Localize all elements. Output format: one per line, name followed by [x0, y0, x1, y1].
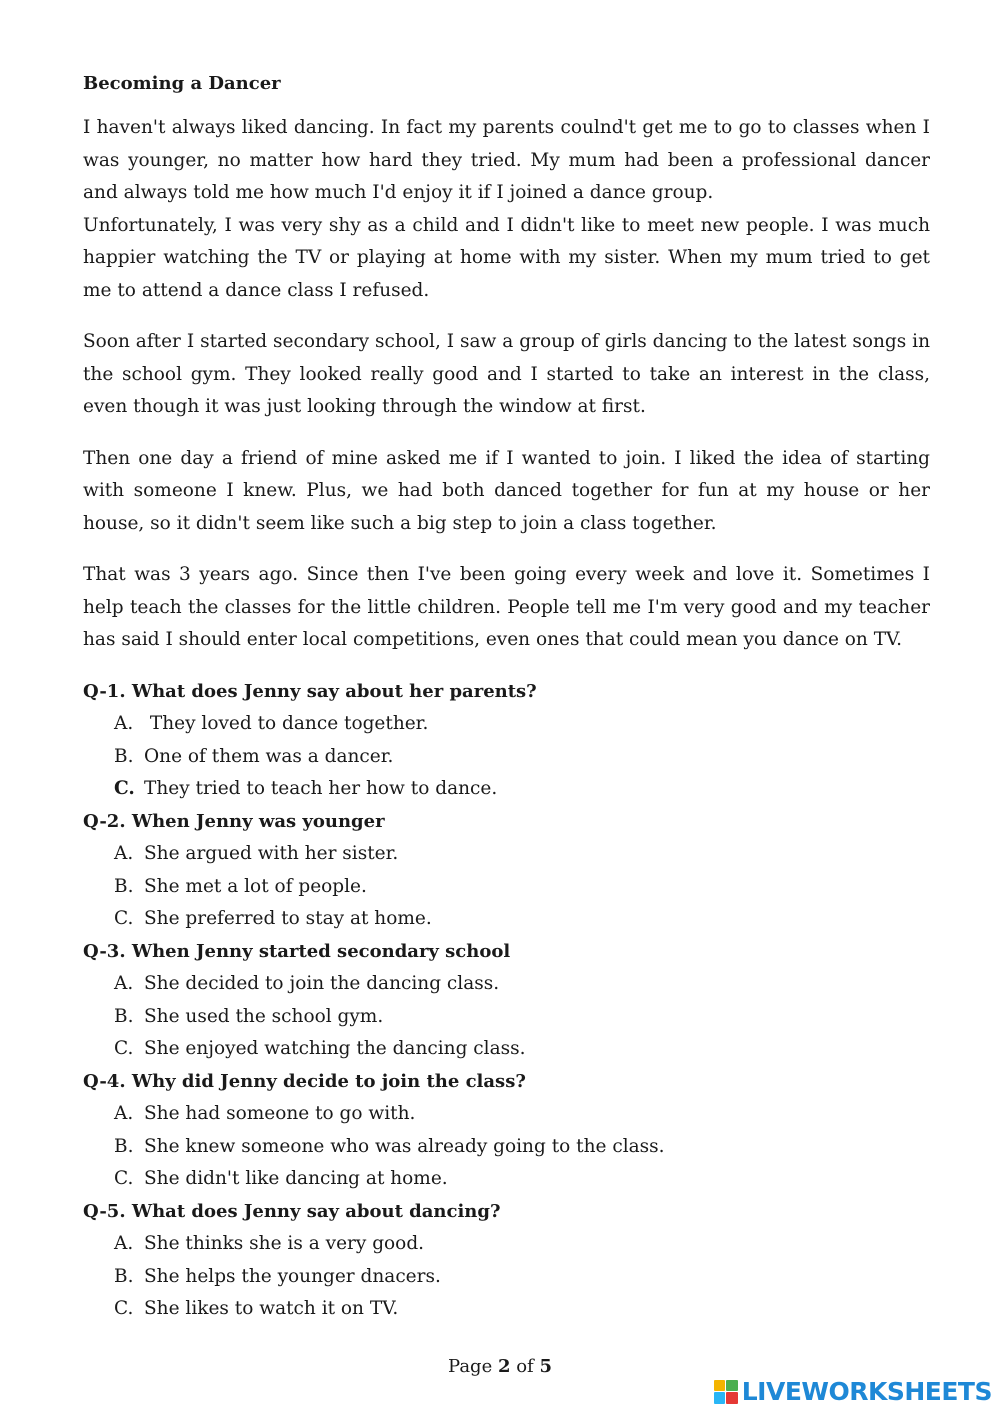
paragraph-1: I haven't always liked dancing. In fact my parents coulnd't get me to go to classes when I was younger, no matter how hard they tried. My mum had been a professional dancer and always told me how much I'd enjoy it if I joined a dance group.	[83, 117, 930, 203]
option-letter: A.	[114, 843, 134, 864]
option-text: She met a lot of people.	[144, 875, 367, 897]
option-text: They loved to dance together.	[144, 713, 429, 734]
brand-name: LIVEWORKSHEETS	[741, 1377, 992, 1406]
option-text: She didn't like dancing at home.	[144, 1168, 448, 1189]
option-text: One of them was a dancer.	[144, 745, 394, 767]
question-1-options	[83, 708, 930, 806]
option-letter: A.	[114, 1103, 134, 1124]
question-3: Q-3. When Jenny started secondary school	[83, 940, 511, 962]
option-text: She thinks she is a very good.	[144, 1233, 425, 1254]
option-letter: C.	[114, 1168, 134, 1189]
option-1c[interactable]	[114, 773, 930, 806]
liveworksheets-logo-icon	[714, 1380, 738, 1404]
option-letter: C.	[114, 908, 134, 929]
option-5a[interactable]	[114, 1228, 930, 1261]
question-2-options	[83, 838, 930, 936]
page-prefix: Page	[448, 1356, 498, 1377]
page-of: of	[510, 1356, 540, 1377]
option-letter: B.	[114, 875, 134, 897]
liveworksheets-brand[interactable]	[714, 1377, 992, 1406]
paragraph-5: That was 3 years ago. Since then I've been going every week and love it. Sometimes I help teach the classes for the little children. People tell me I'm very good and my teacher has said I should enter local competitions, even ones that could mean you dance on TV.	[83, 564, 930, 650]
option-3c[interactable]	[114, 1033, 930, 1066]
option-letter: B.	[114, 1265, 134, 1287]
question-3-options	[83, 968, 930, 1066]
option-text: They tried to teach her how to dance.	[144, 778, 498, 799]
option-text: She knew someone who was already going to the class.	[144, 1135, 665, 1157]
paragraph-3: Soon after I started secondary school, I saw a group of girls dancing to the latest songs in the school gym. They looked really good and I started to take an interest in the class, even though it was just looking through the window at first.	[83, 331, 930, 417]
option-letter: A.	[114, 713, 134, 734]
option-text: She preferred to stay at home.	[144, 908, 432, 929]
option-2a[interactable]	[114, 838, 930, 871]
question-4: Q-4. Why did Jenny decide to join the class?	[83, 1070, 526, 1092]
option-letter: B.	[114, 1135, 134, 1157]
option-letter: B.	[114, 1005, 134, 1027]
page-title: Becoming a Dancer	[83, 73, 281, 94]
question-1: Q-1. What does Jenny say about her parents?	[83, 680, 537, 702]
option-4c[interactable]	[114, 1163, 930, 1196]
option-5c[interactable]	[114, 1293, 930, 1326]
option-letter: C.	[114, 1038, 134, 1059]
option-text: She enjoyed watching the dancing class.	[144, 1038, 526, 1059]
option-text: She helps the younger dnacers.	[144, 1265, 441, 1287]
option-3a[interactable]	[114, 968, 930, 1001]
question-5: Q-5. What does Jenny say about dancing?	[83, 1200, 501, 1222]
option-1b[interactable]	[114, 741, 930, 774]
option-text: She likes to watch it on TV.	[144, 1298, 399, 1319]
logo-square	[714, 1392, 726, 1404]
option-text: She had someone to go with.	[144, 1103, 416, 1124]
paragraph-4: Then one day a friend of mine asked me if I wanted to join. I liked the idea of starting with someone I knew. Plus, we had both danced together for fun at my house or her house, so it didn't seem like such a big step to join a class together.	[83, 447, 930, 534]
question-4-options	[83, 1098, 930, 1196]
option-3b[interactable]	[114, 1001, 930, 1034]
option-text: She decided to join the dancing class.	[144, 973, 500, 994]
paragraph-2: Unfortunately, I was very shy as a child and I didn't like to meet new people. I was much happier watching the TV or playing at home with my sister. When my mum tried to get me to attend a dance class I refused.	[83, 214, 930, 301]
option-letter: B.	[114, 745, 134, 767]
option-1a[interactable]	[114, 708, 930, 741]
option-text: She argued with her sister.	[144, 843, 399, 864]
page-current: 2	[497, 1356, 511, 1377]
logo-square	[714, 1380, 726, 1392]
option-letter: A.	[114, 973, 134, 994]
logo-square	[726, 1392, 738, 1404]
logo-square	[726, 1380, 738, 1392]
worksheet-page	[83, 70, 930, 1326]
option-letter: C.	[114, 1298, 134, 1319]
option-letter: C.	[114, 778, 135, 799]
option-letter: A.	[114, 1233, 134, 1254]
option-4a[interactable]	[114, 1098, 930, 1131]
option-4b[interactable]	[114, 1131, 930, 1164]
page-total: 5	[539, 1356, 552, 1377]
question-5-options	[83, 1228, 930, 1326]
option-5b[interactable]	[114, 1261, 930, 1294]
question-2: Q-2. When Jenny was younger	[83, 810, 385, 832]
option-text: She used the school gym.	[144, 1005, 384, 1027]
option-2c[interactable]	[114, 903, 930, 936]
option-2b[interactable]	[114, 871, 930, 904]
